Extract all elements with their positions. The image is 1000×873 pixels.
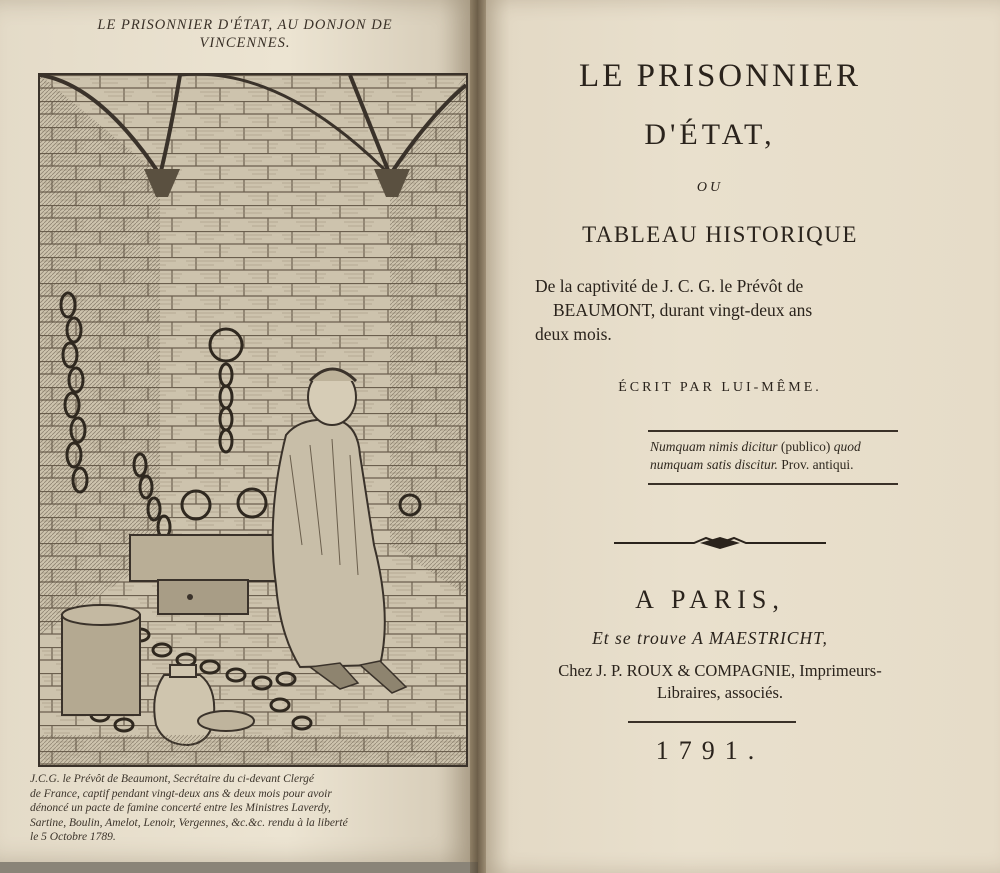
- caption-line: de France, captif pendant vingt-deux ans & deux mois pour avoir: [30, 787, 332, 800]
- printer-line: Libraires, associés.: [657, 683, 783, 702]
- frontispiece-page: [0, 0, 478, 862]
- title-line-1: LE PRISONNIER: [579, 58, 861, 94]
- description-line: BEAUMONT, durant vingt-deux ans: [553, 300, 813, 320]
- imprint-distributor: Et se trouve A MAESTRICHT,: [592, 628, 828, 648]
- description-line: deux mois.: [535, 324, 612, 344]
- description: [535, 274, 915, 346]
- imprint-printer: [520, 660, 920, 704]
- engraving-caption: [30, 772, 470, 845]
- title-conjunction: OU: [696, 180, 724, 195]
- imprint-place: A PARIS,: [635, 585, 785, 614]
- motto-line-2: [650, 456, 896, 474]
- plate-title: [30, 16, 460, 52]
- latin-motto: [650, 438, 896, 474]
- publication-year: 1791.: [655, 736, 765, 765]
- motto-text: quod: [833, 439, 861, 454]
- plate-title-line-2: VINCENNES.: [199, 35, 291, 51]
- title-line-2: D'ÉTAT,: [644, 118, 776, 151]
- motto-text: (publico): [777, 439, 834, 454]
- subtitle: TABLEAU HISTORIQUE: [582, 222, 858, 247]
- caption-line: Sartine, Boulin, Amelot, Lenoir, Vergennes, &c.&c. rendu à la liberté: [30, 816, 348, 829]
- description-line: De la captivité de J. C. G. le Prévôt de: [535, 276, 804, 296]
- plate-title-line-1: LE PRISONNIER D'ÉTAT, AU DONJON DE: [97, 17, 393, 33]
- book-gutter: [470, 0, 486, 873]
- ornamental-rule: [614, 535, 826, 551]
- caption-line: le 5 Octobre 1789.: [30, 831, 116, 843]
- printer-line: Chez J. P. ROUX & COMPAGNIE, Imprimeurs-: [558, 661, 882, 680]
- motto-line-1: [650, 438, 896, 456]
- motto-text: Numquam nimis dicitur: [650, 439, 778, 454]
- engraving-illustration: [38, 73, 468, 767]
- author-note: ÉCRIT PAR LUI-MÊME.: [618, 380, 822, 395]
- prisoner-engraving: [40, 75, 466, 765]
- caption-line: dénoncé un pacte de famine concerté entre les Ministres Laverdy,: [30, 802, 331, 814]
- motto-text: numquam satis discitur.: [650, 457, 778, 472]
- caption-line: J.C.G. le Prévôt de Beaumont, Secrétaire du ci-devant Clergé: [30, 773, 315, 785]
- motto-top-rule: [648, 430, 898, 432]
- motto-bottom-rule: [648, 483, 898, 485]
- year-rule: [628, 721, 796, 723]
- motto-text: Prov. antiqui.: [777, 457, 854, 472]
